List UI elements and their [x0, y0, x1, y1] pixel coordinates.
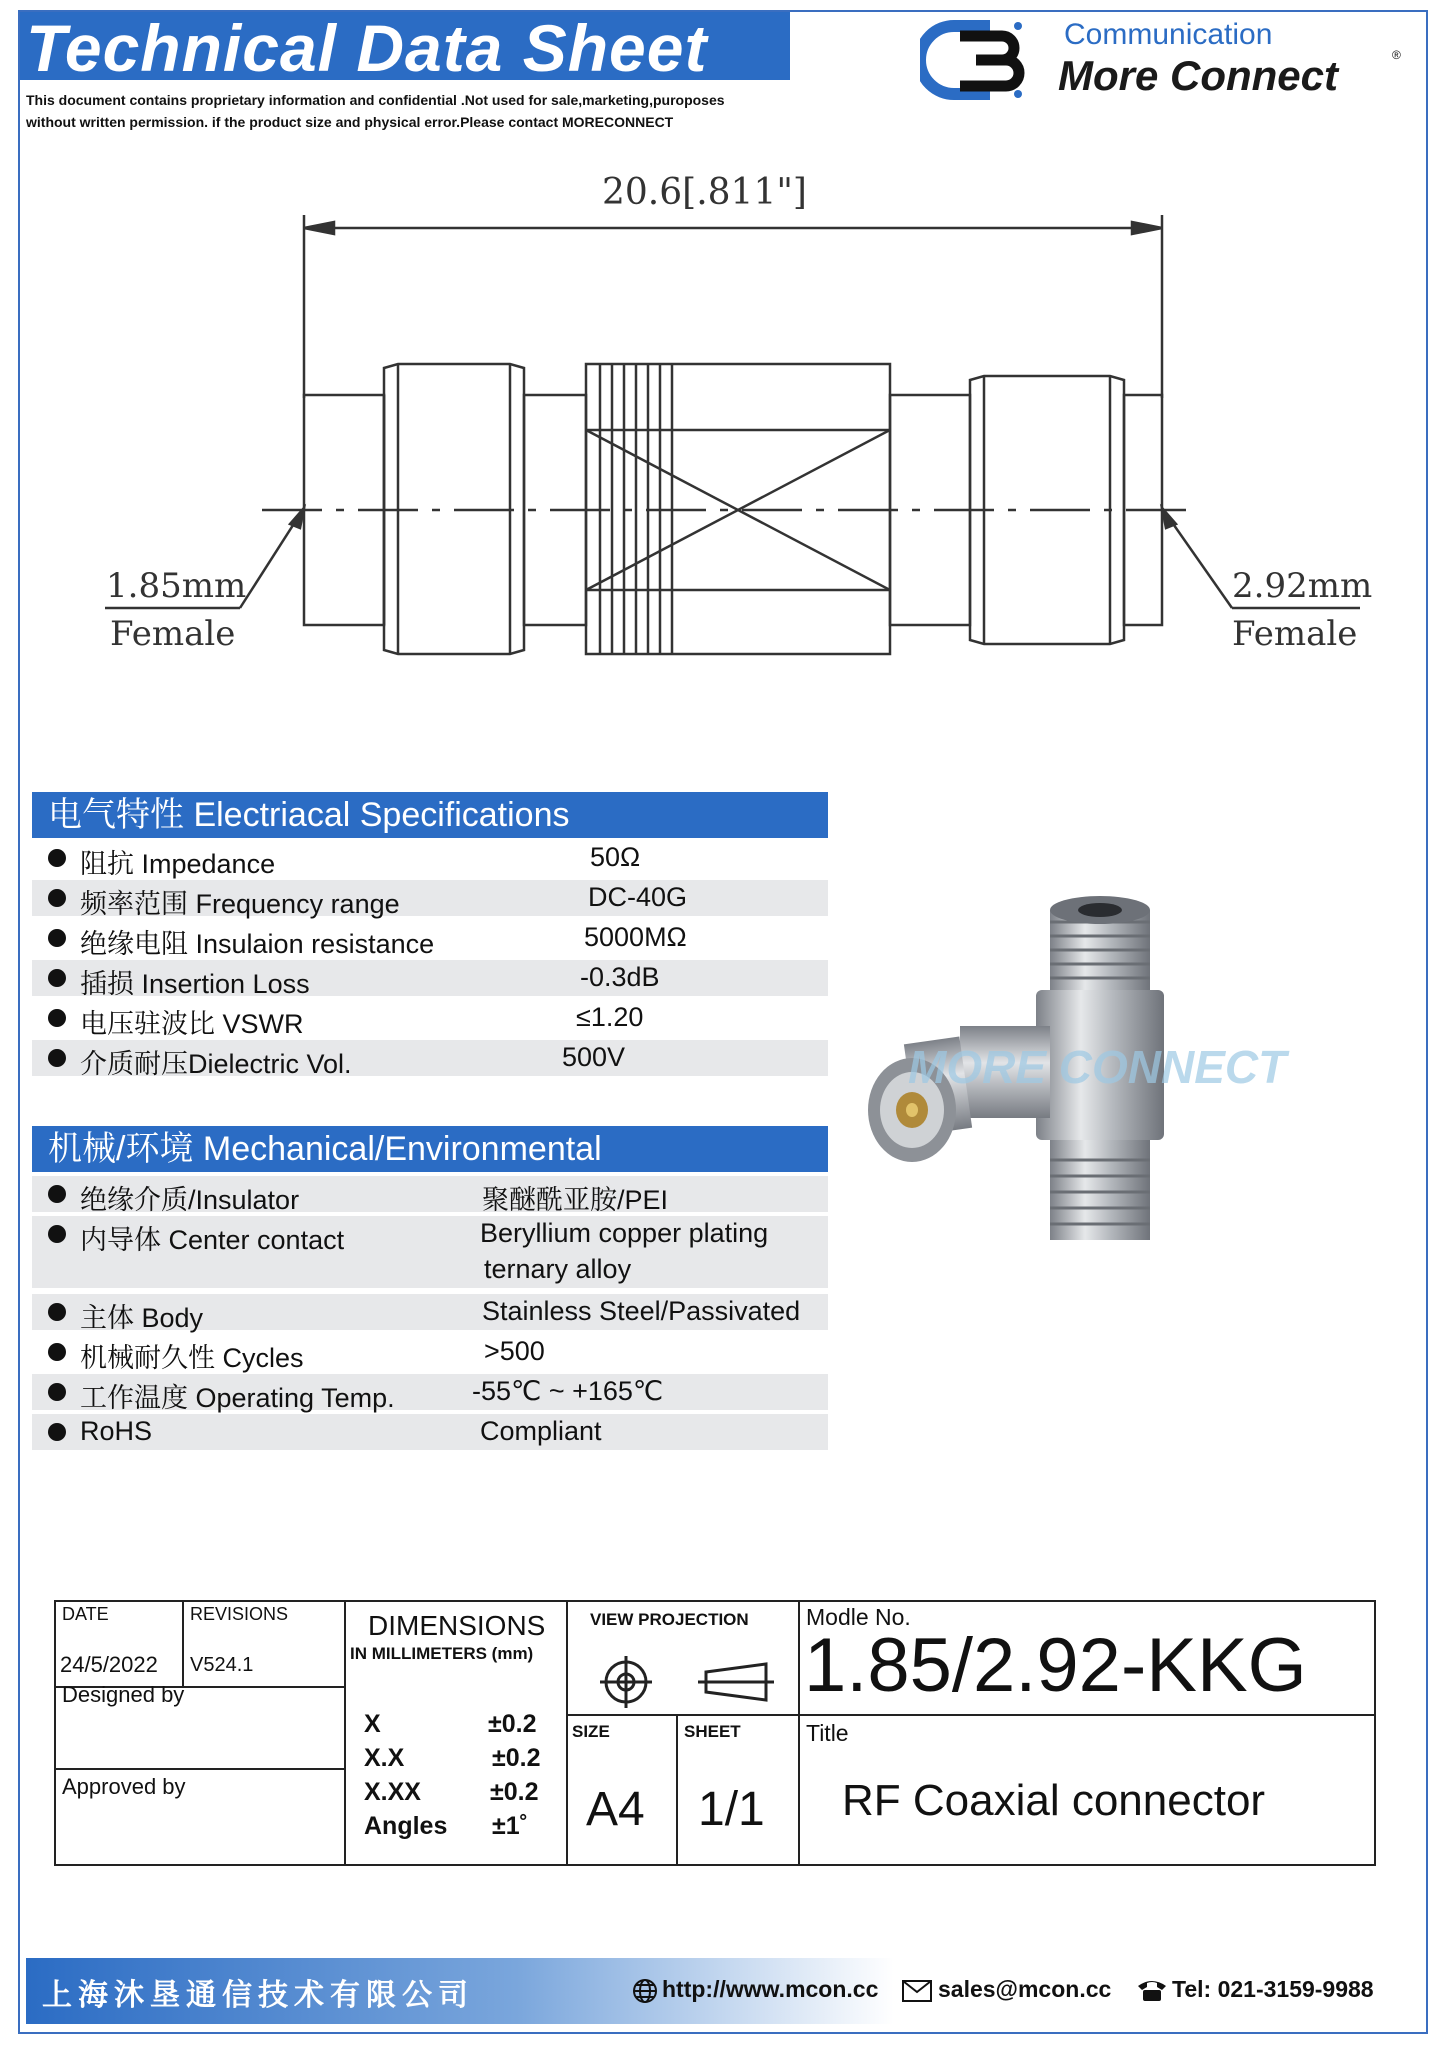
sheet-value: 1/1 — [698, 1783, 765, 1836]
product-title: RF Coaxial connector — [842, 1776, 1266, 1825]
spec-value-continued: ternary alloy — [484, 1254, 632, 1284]
title-label: Title — [806, 1720, 849, 1746]
tolerance-value: ±0.2 — [490, 1778, 539, 1806]
bullet-icon — [48, 1423, 66, 1441]
bullet-icon — [48, 1343, 66, 1361]
spec-value: 5000MΩ — [584, 922, 687, 952]
disclaimer-line-1: This document contains proprietary information and confidential .Not used for sale,marketing,puroposes — [26, 92, 725, 108]
left-end-gender: Female — [110, 614, 236, 654]
spec-value: ≤1.20 — [576, 1002, 644, 1032]
spec-value: Beryllium copper plating — [480, 1218, 769, 1248]
revisions-label: REVISIONS — [190, 1604, 289, 1624]
spec-row-impedance — [32, 840, 828, 879]
projection-symbol-icon — [596, 1652, 786, 1712]
spec-label: 主体 Body — [80, 1303, 204, 1333]
spec-label: 电压驻波比 VSWR — [80, 1009, 304, 1039]
designed-by-label: Designed by — [62, 1682, 185, 1707]
spec-label: 机械耐久性 Cycles — [80, 1343, 304, 1373]
bullet-icon — [48, 889, 66, 907]
mechanical-specs-heading: 机械/环境 Mechanical/Environmental — [32, 1126, 828, 1172]
size-value: A4 — [586, 1783, 645, 1836]
view-projection-label: VIEW PROJECTION — [590, 1610, 749, 1629]
spec-row-center-contact — [32, 1216, 828, 1288]
photo-watermark: MORE CONNECT — [908, 1041, 1287, 1093]
bullet-icon — [48, 929, 66, 947]
spec-label: 绝缘介质/Insulator — [80, 1185, 300, 1215]
website-link[interactable]: http://www.mcon.cc — [662, 1976, 879, 2002]
spec-label: 阻抗 Impedance — [80, 849, 276, 879]
bullet-icon — [48, 1225, 66, 1243]
spec-row-insulation-resistance — [32, 920, 828, 959]
spec-label: 频率范围 Frequency range — [80, 889, 400, 919]
spec-value: 500V — [562, 1042, 626, 1072]
bullet-icon — [48, 1303, 66, 1321]
electrical-specs-heading: 电气特性 Electriacal Specifications — [32, 792, 828, 838]
footer-bar — [26, 1958, 1426, 2024]
mail-icon — [902, 1980, 932, 2002]
spec-value: Stainless Steel/Passivated — [482, 1296, 801, 1326]
model-number: 1.85/2.92-KKG — [804, 1623, 1307, 1708]
spec-label: 介质耐压Dielectric Vol. — [80, 1049, 352, 1079]
email-link[interactable]: sales@mcon.cc — [938, 1976, 1112, 2002]
model-label: Modle No. — [806, 1604, 911, 1630]
spec-value: Compliant — [480, 1416, 602, 1446]
dimensions-label: DIMENSIONS — [368, 1610, 546, 1641]
tolerance-name: X.X — [364, 1744, 405, 1772]
tolerance-value: ±0.2 — [492, 1744, 541, 1772]
size-label: SIZE — [572, 1722, 610, 1741]
tolerance-name: Angles — [364, 1812, 448, 1840]
right-end-size: 2.92mm — [1232, 566, 1373, 606]
disclaimer-line-2: without written permission. if the product size and physical error.Please contact MORECONNECT — [26, 114, 674, 130]
spec-label: 插损 Insertion Loss — [80, 969, 310, 999]
spec-row-body — [32, 1294, 828, 1333]
spec-value: 聚醚酰亚胺/PEI — [482, 1185, 669, 1215]
revisions-value: V524.1 — [190, 1654, 254, 1676]
date-value: 24/5/2022 — [60, 1652, 158, 1677]
left-end-size: 1.85mm — [106, 566, 247, 606]
logo-text-more-connect: More Connect — [1058, 52, 1339, 99]
logo-text-communication: Communication — [1064, 18, 1273, 51]
spec-row-dielectric — [32, 1040, 828, 1079]
bullet-icon — [48, 1049, 66, 1067]
tolerance-name: X.XX — [364, 1778, 421, 1806]
logo-registered-mark: ® — [1392, 48, 1401, 62]
spec-label: 内导体 Center contact — [80, 1225, 345, 1255]
spec-row-cycles — [32, 1334, 828, 1373]
bullet-icon — [48, 849, 66, 867]
tolerance-value: ±1˚ — [492, 1812, 528, 1840]
spec-row-frequency — [32, 880, 828, 919]
spec-value: DC-40G — [588, 882, 688, 912]
bullet-icon — [48, 1009, 66, 1027]
spec-label: RoHS — [80, 1416, 153, 1446]
sheet-label: SHEET — [684, 1722, 741, 1741]
globe-icon — [632, 1978, 658, 2004]
approved-by-label: Approved by — [62, 1774, 186, 1799]
date-label: DATE — [62, 1604, 109, 1624]
bullet-icon — [48, 1383, 66, 1401]
dimensions-unit: IN MILLIMETERS (mm) — [350, 1644, 534, 1663]
title-block — [54, 1600, 1376, 1866]
right-end-gender: Female — [1232, 614, 1358, 654]
tolerance-name: X — [364, 1710, 381, 1738]
spec-value: >500 — [484, 1336, 545, 1366]
spec-label: 工作温度 Operating Temp. — [80, 1383, 395, 1413]
phone-icon — [1136, 1978, 1168, 2002]
spec-row-insertion-loss — [32, 960, 828, 999]
spec-value: 50Ω — [590, 842, 641, 872]
spec-row-operating-temp — [32, 1374, 828, 1413]
phone-number: Tel: 021-3159-9988 — [1172, 1976, 1374, 2002]
bullet-icon — [48, 969, 66, 987]
spec-value: -0.3dB — [580, 962, 660, 992]
company-name: 上海沐垦通信技术有限公司 — [42, 1978, 474, 2013]
spec-label: 绝缘电阻 Insulaion resistance — [80, 929, 435, 959]
spec-value: -55℃ ~ +165℃ — [472, 1376, 664, 1406]
tolerance-value: ±0.2 — [488, 1710, 537, 1738]
page-title: Technical Data Sheet — [26, 11, 708, 85]
spec-row-vswr — [32, 1000, 828, 1039]
bullet-icon — [48, 1185, 66, 1203]
spec-row-insulator — [32, 1176, 828, 1215]
spec-row-rohs — [32, 1414, 828, 1450]
overall-length-dimension: 20.6[.811"] — [602, 172, 807, 213]
